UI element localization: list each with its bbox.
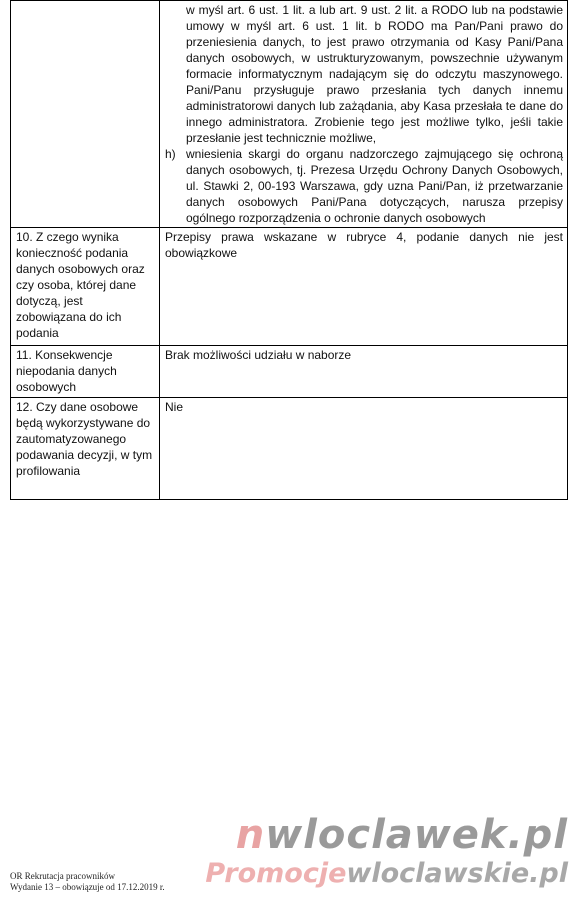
table-row-12 xyxy=(11,398,568,500)
table-row-10 xyxy=(11,228,568,346)
table-row-11 xyxy=(11,346,568,398)
row-label: 10. Z czego wynika konieczność podania danych osobowych oraz czy osoba, której dane dotyczą, jest zobowiązana do ich podania xyxy=(11,228,160,346)
watermark-logo-nwloclawek: nwloclawek.pl xyxy=(235,812,568,858)
rodo-info-table xyxy=(10,0,568,500)
table-row-continued xyxy=(11,1,568,228)
row-label: 12. Czy dane osobowe będą wykorzystywane do zautomatyzowanego podawania decyzji, w tym profilowania xyxy=(11,398,160,500)
document-footer xyxy=(10,871,165,893)
row-label-empty xyxy=(11,1,160,228)
row-value: Nie xyxy=(160,398,568,500)
list-item-h-text: wniesienia skargi do organu nadzorczego zajmującego się ochroną danych osobowych, tj. Prezesa Urzędu Ochrony Danych Osobowych, ul. Stawki 2, 00-193 Warszawa, gdy uzna Pani/Pan, iż przetwarzanie danych osobowych Pani/Pana dotyczących, narusza przepisy ogólnego rozporządzenia o ochronie danych osobowych xyxy=(186,147,563,225)
rights-list xyxy=(160,1,568,228)
list-item-h xyxy=(165,146,563,226)
footer-line-2: Wydanie 13 – obowiązuje od 17.12.2019 r. xyxy=(10,882,165,892)
row-value: Brak możliwości udziału w naborze xyxy=(160,346,568,398)
list-item-h-marker: h) xyxy=(165,147,176,161)
watermark-logo-promocje: Promocjewloclawskie.pl xyxy=(205,858,568,889)
row-value: Przepisy prawa wskazane w rubryce 4, podanie danych nie jest obowiązkowe xyxy=(160,228,568,346)
footer-line-1: OR Rekrutacja pracowników xyxy=(10,871,115,881)
list-item-g-text: w myśl art. 6 ust. 1 lit. a lub art. 9 ust. 2 lit. a RODO lub na podstawie umowy w myśl art. 6 ust. 1 lit. b RODO ma Pan/Pani prawo do przeniesienia danych, to jest prawo otrzymania od Kasy Pani/Pana danych osobowych, w ustrukturyzowanym, powszechnie używanym formacie informatycznym nadającym się do odczytu maszynowego. Pani/Panu przysługuje prawo przesłania tych danych innemu administratorowi danych lub zażądania, aby Kasa przesłała te dane do innego administratora. Zrobienie tego jest możliwe tylko, jeśli takie przesłanie jest technicznie możliwe, xyxy=(186,3,563,145)
row-label: 11. Konsekwencje niepodania danych osobowych xyxy=(11,346,160,398)
list-item-g xyxy=(165,2,563,146)
